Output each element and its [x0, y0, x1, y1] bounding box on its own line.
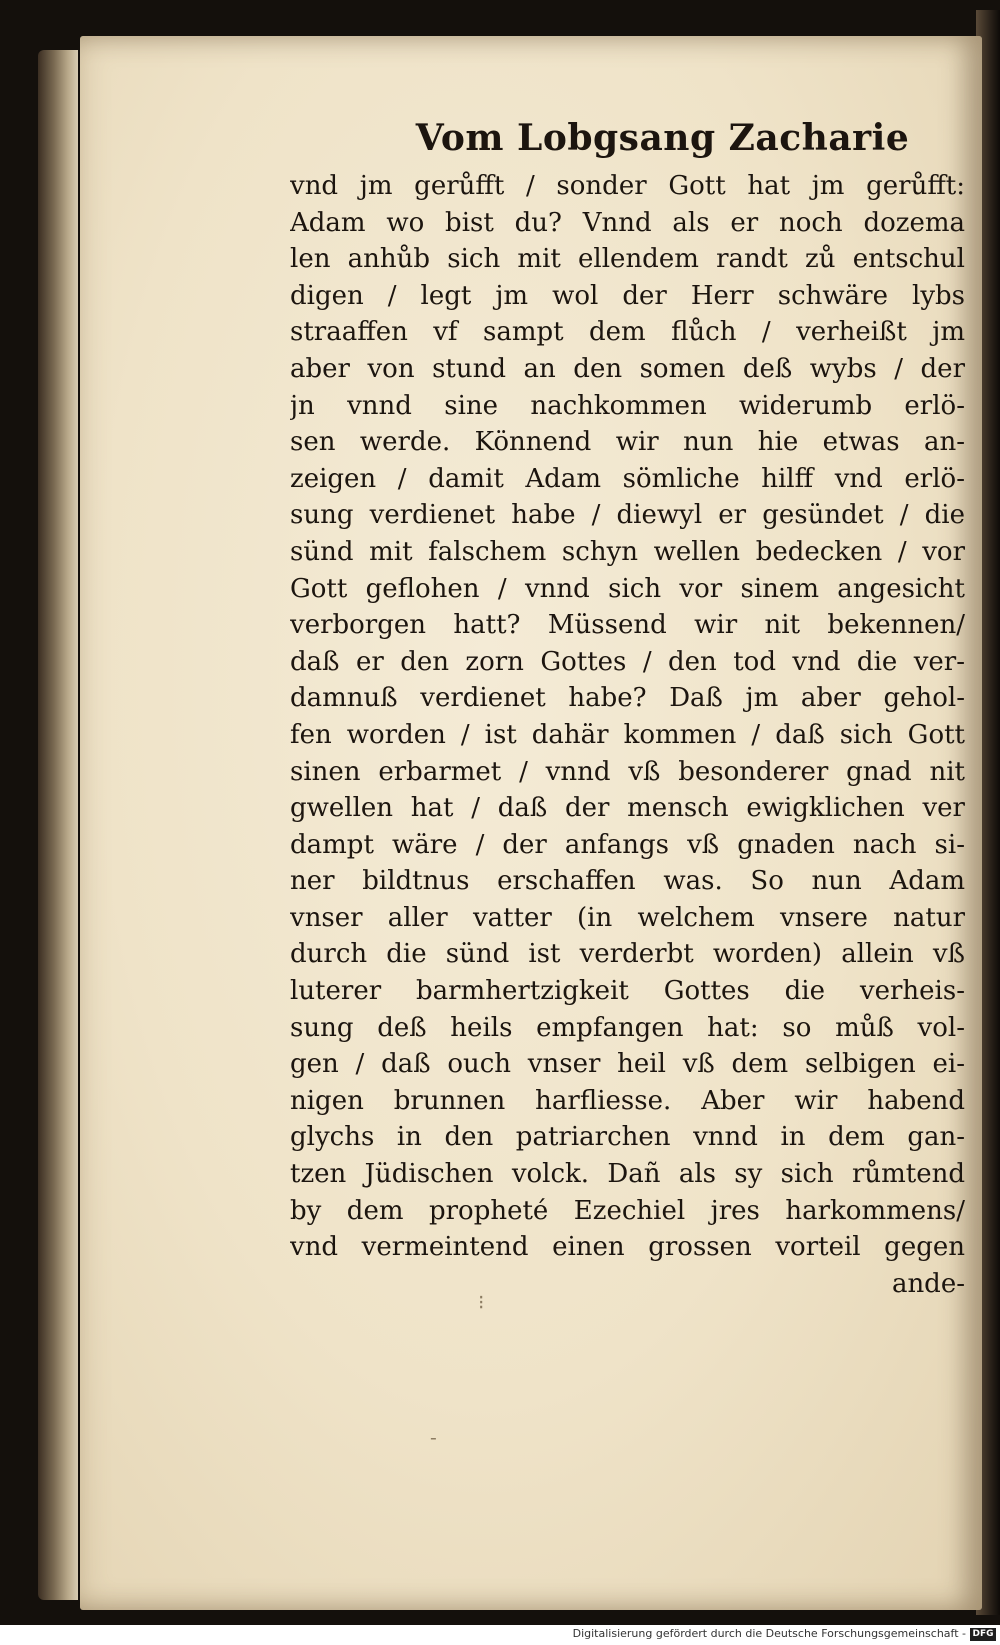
text-line: nigen brunnen harfliesse. Aber wir habend	[290, 1085, 965, 1116]
text-line: luterer barmhertzigkeit Gottes die verheis-	[290, 976, 965, 1007]
text-line: jn vnnd sine nachkommen widerumb erlö-	[290, 390, 965, 421]
text-line: Gott geflohen / vnnd sich vor sinem angesicht	[290, 573, 965, 604]
text-line: sinen erbarmet / vnnd vß besonderer gnad nit	[290, 756, 965, 787]
text-line: daß er den zorn Gottes / den tod vnd die ver-	[290, 646, 965, 677]
text-line: sünd mit falschem schyn wellen bedecken / vor	[290, 536, 965, 567]
text-line: ner bildtnus erschaffen was. So nun Adam	[290, 866, 965, 897]
text-line: vnser aller vatter (in welchem vnsere natur	[290, 902, 965, 933]
funding-credit: Digitalisierung gefördert durch die Deutsche Forschungsgemeinschaft -	[572, 1627, 966, 1640]
text-line: sen werde. Könnend wir nun hie etwas an-	[290, 427, 965, 458]
text-line: sung verdienet habe / diewyl er gesündet / die	[290, 500, 965, 531]
text-line: len anhůb sich mit ellendem randt zů entschul	[290, 244, 965, 275]
page-text-block	[290, 108, 965, 1302]
text-line: aber von stund an den somen deß wybs / der	[290, 353, 965, 384]
text-line: ande-	[891, 1268, 965, 1299]
text-line: by dem propheté Ezechiel jres harkommens/	[290, 1195, 965, 1226]
text-line: vnd vermeintend einen grossen vorteil gegen	[290, 1232, 965, 1263]
text-line: gwellen hat / daß der mensch ewigklichen ver	[290, 793, 965, 824]
text-line: gen / daß ouch vnser heil vß dem selbigen ei-	[290, 1049, 965, 1080]
text-line: damnuß verdienet habe? Daß jm aber gehol-	[290, 683, 965, 714]
stray-mark: ⁝	[478, 1290, 485, 1314]
text-line: Adam wo bist du? Vnnd als er noch dozema	[290, 207, 965, 238]
book-spine-edge	[38, 50, 78, 1600]
text-line: digen / legt jm wol der Herr schwäre lybs	[290, 280, 965, 311]
footer-bar	[0, 1625, 1000, 1645]
text-line: fen worden / ist dahär kommen / daß sich Gott	[290, 719, 965, 750]
text-line: tzen Jüdischen volck. Dañ als sy sich růmtend	[290, 1159, 965, 1190]
text-line: dampt wäre / der anfangs vß gnaden nach si-	[290, 829, 965, 860]
text-line: durch die sünd ist verderbt worden) allein vß	[290, 939, 965, 970]
text-line: verborgen hatt? Müssend wir nit bekennen/	[290, 610, 965, 641]
text-line: sung deß heils empfangen hat: so můß vol-	[290, 1012, 965, 1043]
text-line: straaffen vf sampt dem flůch / verheißt jm	[290, 317, 965, 348]
text-line: glychs in den patriarchen vnnd in dem gan-	[290, 1122, 965, 1153]
stray-dash: -	[430, 1425, 437, 1449]
text-line: zeigen / damit Adam sömliche hilff vnd erlö-	[290, 463, 965, 494]
text-lines	[290, 168, 965, 1302]
dfg-logo: DFG	[970, 1628, 996, 1641]
text-line: vnd jm gerůfft / sonder Gott hat jm gerůfft:	[290, 171, 965, 201]
running-head: Vom Lobgsang Zacharie	[415, 117, 910, 159]
